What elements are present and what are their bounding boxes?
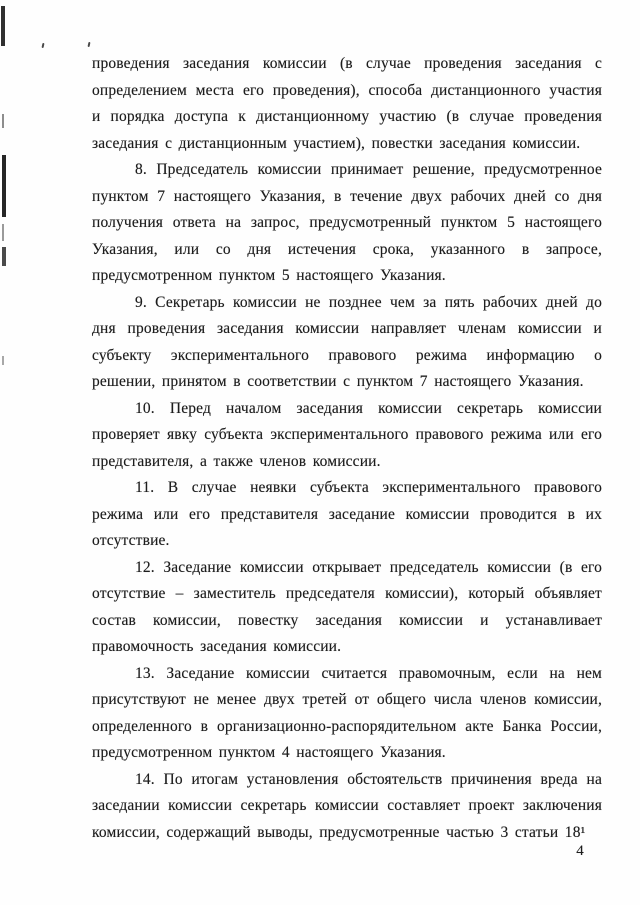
scan-speck [88,42,91,47]
scan-speck [42,43,45,48]
paragraph-item-8: 8. Председатель комиссии принимает решение, предусмотренное пунктом 7 настоящего Указания, в течение двух рабочих дней со дня получения ответа на запрос, предусмотренный пунктом 5 настоящего Указания, или со дня истечения срока, указанного в запросе, предусмотренном пунктом 5 настоящего Указания. [92,161,602,284]
paragraph-item-10: 10. Перед началом заседания комиссии секретарь комиссии проверяет явку субъекта экспериментального правового режима или его представителя, а также членов комиссии. [92,399,602,470]
paragraph-continuation: проведения заседания комиссии (в случае проведения заседания с определением места его проведения), способа дистанционного участия и порядка доступа к дистанционному участию (в случае проведения заседания с дистанционным участием), повестки заседания комиссии. [92,55,602,152]
paragraph-item-11: 11. В случае неявки субъекта экспериментального правового режима или его представителя заседание комиссии проводится в их отсутствие. [92,479,602,549]
scan-artifact-mark [1,6,5,46]
document-text-block [92,51,602,846]
scan-artifact-mark [2,247,6,266]
paragraph-item-9: 9. Секретарь комиссии не позднее чем за пять рабочих дней до дня проведения заседания комиссии направляет членам комиссии и субъекту экспериментального правового режима информацию о решении, принятом в соответствии с пунктом 7 настоящего Указания. [92,293,602,390]
page-number: 4 [576,843,584,859]
scan-artifact-mark [2,224,4,241]
paragraph-item-13: 13. Заседание комиссии считается правомочным, если на нем присутствуют не менее двух третей от общего числа членов комиссии, определенного в организационно-распорядительном акте Банка России, предусмотренном пунктом 4 настоящего Указания. [92,664,602,761]
paragraph-item-14: 14. По итогам установления обстоятельств причинения вреда на заседании комиссии секретарь комиссии составляет проект заключения комиссии, содержащий выводы, предусмотренные частью 3 статьи 18¹ [92,770,602,841]
scan-artifact-mark [2,114,4,128]
paragraph-item-12: 12. Заседание комиссии открывает председатель комиссии (в его отсутствие – заместитель председателя комиссии), который объявляет состав комиссии, повестку заседания комиссии и устанавливает правомочность заседания комиссии. [92,558,602,655]
scan-artifact-mark [2,356,4,365]
scan-artifact-mark [2,155,6,217]
